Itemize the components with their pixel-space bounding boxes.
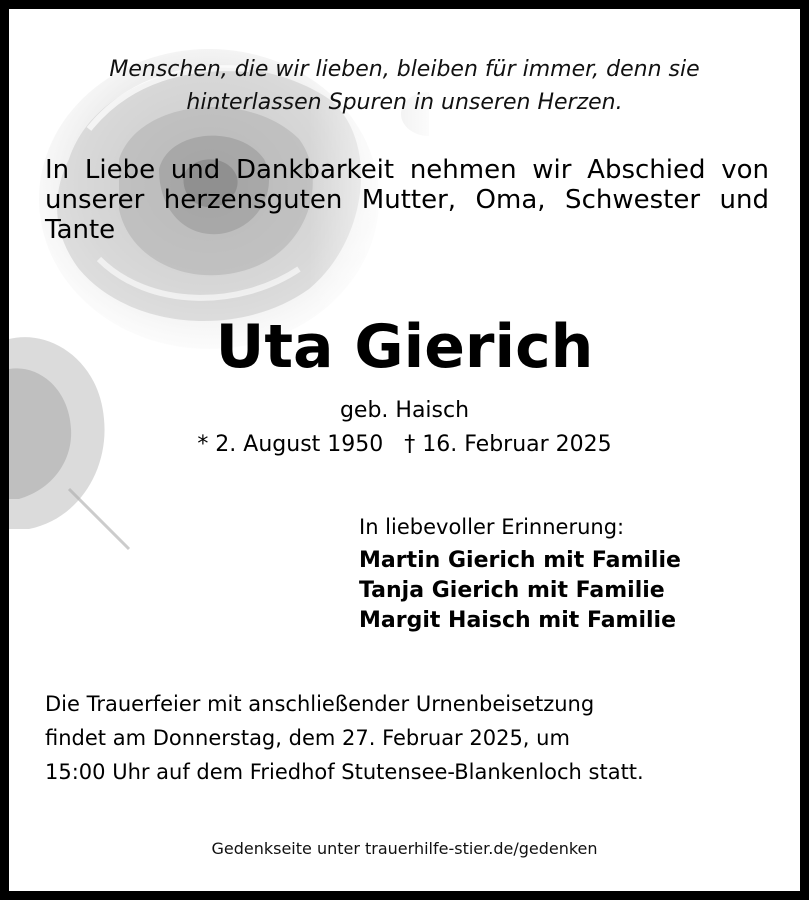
mourner-item: Tanja Gierich mit Familie <box>359 578 665 603</box>
ceremony-line: findet am Donnerstag, dem 27. Februar 2025, um <box>45 726 570 750</box>
mourners-heading: In liebevoller Erinnerung: <box>359 515 625 539</box>
quote-line: hinterlassen Spuren in unseren Herzen. <box>186 90 623 115</box>
deceased-name: Uta Gierich <box>215 312 594 382</box>
intro-text: In Liebe und Dankbarkeit nehmen wir Abschied von unserer herzensguten Mutter, Oma, Schwester und Tante <box>45 155 769 245</box>
ceremony-line: Die Trauerfeier mit anschließender Urnenbeisetzung <box>45 692 595 716</box>
mourner-item: Martin Gierich mit Familie <box>359 548 681 573</box>
mourners-list <box>359 546 681 636</box>
maiden-name: geb. Haisch <box>339 398 470 423</box>
quote <box>29 53 780 119</box>
ceremony-info <box>45 687 785 789</box>
ceremony-line: 15:00 Uhr auf dem Friedhof Stutensee-Blankenloch statt. <box>45 760 644 784</box>
mourner-item: Margit Haisch mit Familie <box>359 608 677 633</box>
life-dates: * 2. August 1950 † 16. Februar 2025 <box>197 432 612 457</box>
quote-line: Menschen, die wir lieben, bleiben für immer, denn sie <box>109 57 700 82</box>
memorial-page-link[interactable]: Gedenkseite unter trauerhilfe-stier.de/gedenken <box>211 839 598 858</box>
